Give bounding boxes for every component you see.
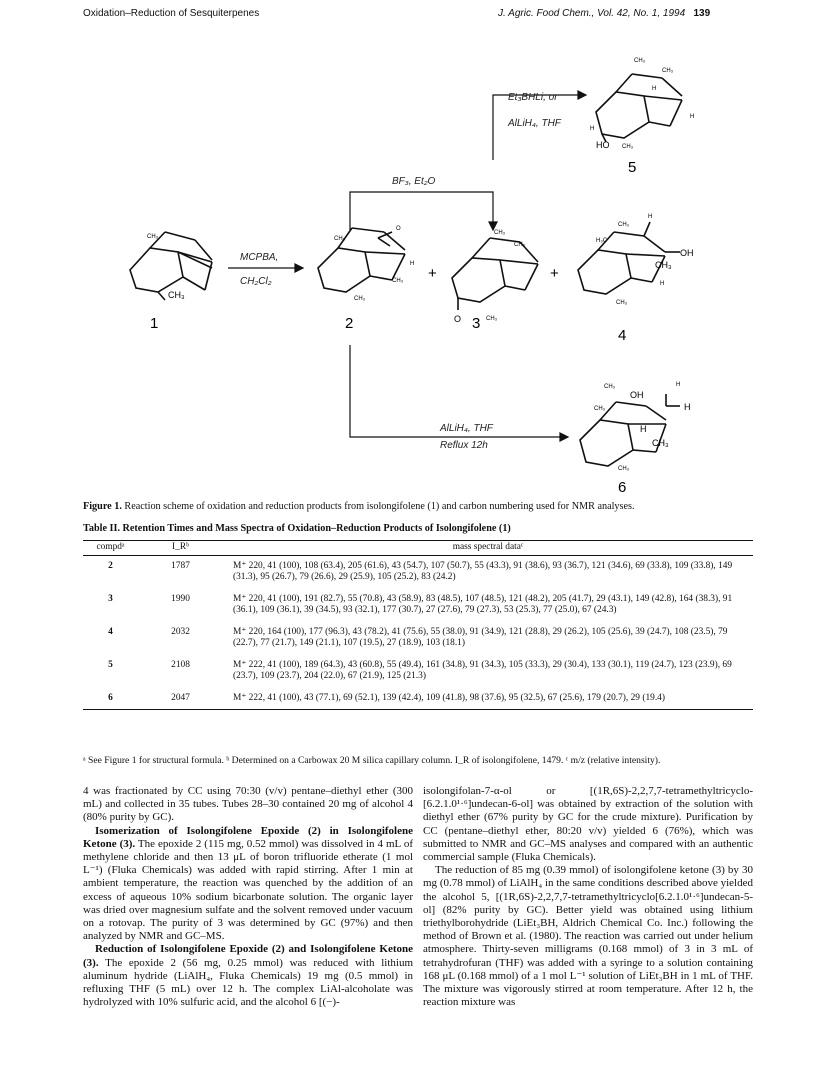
reagent-mcpba: MCPBA, xyxy=(240,252,279,263)
figure-caption xyxy=(83,500,753,513)
paragraph: The reduction of 85 mg (0.39 mmol) of isolongifolene ketone (3) by 30 mg (0.78 mmol) of LiAlH₄ in the same conditions described above yielded the alcohol 5, [(1R,6S)-2,2,7,7-tetramethyltricyclo[6.2.1.0¹·⁶]undecan-5-ol] (82% purity by GC). Better yield was obtained using lithium triethylborohydride (LiEt₃BH, Aldrich Chemical Co. Inc.) following the method of Brown et al. (1980). The reaction was carried out under helium atmosphere. Thirty-seven milligrams (0.168 mmol) of 3 in 3 mL of tetrahydrofuran (THF) was added with a syringe to a solution containing 168 μL (0.168 mmol) of a 1 mol L⁻¹ solution of LiEt₃BH in 1 mL of THF. The mixture was vigorously stirred at room temperature. After 12 h, the reaction mixture was xyxy=(423,864,753,1009)
atom-label: CH₃ xyxy=(354,296,366,302)
atom-label: H xyxy=(676,382,681,388)
atom-label: CH₃ xyxy=(604,384,616,390)
table-cell-ir: 2108 xyxy=(171,659,190,670)
paragraph: isolongifolan-7-α-ol or [(1R,6S)-2,2,7,7-tetramethyltricyclo-[6.2.1.0¹·⁶]undecan-6-ol] was obtained by extraction of the solution with diethyl ether (67% purity by GC for the crude mixture). Purification by CC (pentane–diethyl ether, 80:20 v/v) yielded 6 (76%), which was submitted to NMR and GC–MS analyses and compared with an authentic commercial sample (Fluka Chemicals). xyxy=(423,785,753,864)
body-column-right xyxy=(423,785,753,1009)
table-cell-ir: 1787 xyxy=(171,560,190,571)
atom-label: CH₃ xyxy=(634,58,646,64)
structure-6 xyxy=(580,394,680,466)
compound-label-2: 2 xyxy=(345,315,354,332)
atom-label: CH₃ xyxy=(594,406,606,412)
paragraph xyxy=(83,943,413,1009)
atom-label: H xyxy=(660,281,665,287)
atom-label: H xyxy=(648,214,653,220)
section-heading: Reduction of Isolongifolene Epoxide (2) and Isolongifolene Ketone (3). xyxy=(83,943,413,969)
journal-citation: J. Agric. Food Chem., Vol. 42, No. 1, 1994 xyxy=(498,8,686,19)
table-cell-ms: M⁺ 220, 41 (100), 108 (63.4), 205 (61.6), 43 (54.7), 107 (50.7), 55 (43.3), 91 (38.6), 93 (36.7), 121 (34.6), 69 (33.8), 109 (33.8), 149 (31.3), 95 (26.7), 79 (26.6), 29 (25.9), 105 (25.2), 83 (24.2) xyxy=(233,560,733,582)
atom-label: CH₃ xyxy=(147,234,159,240)
arrowhead xyxy=(578,91,586,99)
atom-label: OH xyxy=(630,390,644,400)
table-cell-ms: M⁺ 222, 41 (100), 189 (64.3), 43 (60.8), 55 (49.4), 161 (34.8), 91 (34.3), 105 (33.3), 29 (30.4), 133 (30.1), 119 (24.7), 123 (23.9), 69 (23.7), 109 (23.7), 204 (22.0), 67 (21.9), 125 (21.3) xyxy=(233,659,732,681)
column-header: mass spectral dataᶜ xyxy=(223,541,753,556)
atom-label: CH₃ xyxy=(486,316,498,322)
atom-label: CH₃ xyxy=(622,144,634,150)
structure-3 xyxy=(452,238,538,310)
atom-label: CH₃ xyxy=(168,290,185,300)
table-cell-ms: M⁺ 220, 164 (100), 177 (96.3), 43 (78.2), 41 (75.6), 55 (38.0), 91 (34.9), 121 (28.8), 29 (26.2), 105 (25.6), 39 (24.7), 108 (23.5), 79 (22.7), 77 (21.7), 149 (21.1), 107 (19.5), 27 (18.9), 103 (18.1) xyxy=(233,626,728,648)
figure-label: Figure 1. xyxy=(83,501,122,512)
table-cell-compd: 4 xyxy=(108,626,113,637)
structure-5 xyxy=(596,74,682,142)
table-row xyxy=(83,589,753,622)
running-header-title: Oxidation–Reduction of Sesquiterpenes xyxy=(83,8,260,19)
table-row xyxy=(83,622,753,655)
arrow-2-to-3 xyxy=(350,192,493,230)
plus-sign: + xyxy=(550,265,559,282)
atom-label: H xyxy=(652,86,657,92)
atom-label: CH₃ xyxy=(652,438,669,448)
atom-label: CH₃ xyxy=(618,466,630,472)
atom-label: CH₃ xyxy=(494,230,506,236)
page-number: 139 xyxy=(693,8,711,19)
table-cell-compd: 3 xyxy=(108,593,113,604)
atom-label: O xyxy=(396,226,401,232)
atom-label: H xyxy=(640,424,647,434)
column-header: I_Rᵇ xyxy=(138,541,223,556)
reagent-lialh4: AlLiH₄, THF xyxy=(508,118,561,129)
atom-label: CH₃ xyxy=(618,222,630,228)
atom-label: H xyxy=(410,261,415,267)
table-row xyxy=(83,555,753,589)
reagent-bf3: BF₃, Et₂O xyxy=(392,176,436,187)
column-header: compdᵃ xyxy=(83,541,138,556)
table-cell-ir: 2047 xyxy=(138,688,223,710)
atom-label: H xyxy=(684,402,691,412)
reaction-scheme xyxy=(0,0,831,500)
compound-label-3: 3 xyxy=(472,315,481,332)
figure-caption-text: Reaction scheme of oxidation and reduction products from isolongifolene (1) and carbon numbering used for NMR analyses. xyxy=(124,501,635,512)
atom-label: HO xyxy=(596,140,610,150)
paragraph-text: The epoxide 2 (56 mg, 0.25 mmol) was reduced with lithium aluminum hydride (LiAlH₄, Fluka Chemicals) 19 mg (0.5 mmol) in refluxing THF (5 mL) over 12 h. The complex LiAl-alcoholate was hydrolyzed with 10% sulfuric acid, and the alcohol 6 [(−)- xyxy=(83,956,413,1009)
paragraph xyxy=(83,825,413,944)
atom-label: H xyxy=(690,114,695,120)
compound-label-1: 1 xyxy=(150,315,159,332)
table-cell-ms: M⁺ 220, 41 (100), 191 (82.7), 55 (70.8), 43 (58.9), 83 (48.5), 107 (48.5), 121 (48.2), 205 (41.7), 29 (43.1), 149 (42.8), 164 (38.3), 91 (36.1), 109 (36.1), 39 (34.5), 93 (32.1), 177 (30.7), 27 (27.6), 79 (27.3), 53 (25.3), 77 (25.0), 67 (24.3) xyxy=(233,593,733,615)
table-cell-compd: 2 xyxy=(108,560,113,571)
table-cell-ms: M⁺ 222, 41 (100), 43 (77.1), 69 (52.1), 139 (42.4), 109 (41.8), 98 (37.6), 95 (32.5), 67 (25.6), 179 (20.7), 29 (19.4) xyxy=(223,688,753,710)
atom-label: CH₃ xyxy=(616,300,628,306)
atom-label: CH₃ xyxy=(392,278,404,284)
table-footnote: ᵃ See Figure 1 for structural formula. ᵇ Determined on a Carbowax 20 M silica capillary column. I_R of isolongifolene, 1479. ᶜ m/z (relative intensity). xyxy=(83,755,661,766)
atom-label: CH₃ xyxy=(655,260,672,270)
table-cell-ir: 1990 xyxy=(171,593,190,604)
reagent-ch2cl2: CH₂Cl₂ xyxy=(240,276,272,287)
table-cell-compd: 6 xyxy=(83,688,138,710)
atom-label: H xyxy=(590,126,595,132)
arrowhead xyxy=(489,222,497,230)
table-title: Table II. Retention Times and Mass Spectra of Oxidation–Reduction Products of Isolongifolene (1) xyxy=(83,523,511,534)
atom-label: O xyxy=(454,314,462,324)
table-cell-ir: 2032 xyxy=(171,626,190,637)
reagent-et3bhli: Et₃BHLi, or xyxy=(508,92,558,103)
table-row xyxy=(83,688,753,710)
paragraph: 4 was fractionated by CC using 70:30 (v/v) pentane–diethyl ether (300 mL) and collected in 35 tubes. Tubes 28–30 contained 20 mg of alcohol 4 (80% purity by GC). xyxy=(83,785,413,824)
table-cell-compd: 5 xyxy=(108,659,113,670)
paragraph-text: The epoxide 2 (115 mg, 0.52 mmol) was dissolved in 4 mL of methylene chloride and then 13 μL of boron trifluoride etherate (1 mol L⁻¹) (Fluka Chemicals) was added with rapid stirring. After 1 min at ambient temperature, the reaction was quenched by the addition of an excess of aqueous 10% sodium bicarbonate solution. The organic layer was dried over magnesium sulfate and the solvent removed under vacuum on a rotovap. The purity of 3 was determined by GC (97%) and then analyzed by NMR and GC–MS. xyxy=(83,837,413,943)
atom-label: CH₃ xyxy=(662,68,674,74)
arrowhead xyxy=(560,433,568,441)
reagent-lialh4-thf: AlLiH₄, THF xyxy=(440,423,493,434)
arrowhead xyxy=(295,264,303,272)
atom-label: CH₃ xyxy=(334,236,346,242)
plus-sign: + xyxy=(428,265,437,282)
structure-4 xyxy=(578,222,680,294)
mass-spectra-table xyxy=(83,540,753,710)
table-header-row xyxy=(83,541,753,556)
atom-label: CH₃ xyxy=(514,242,526,248)
atom-label: OH xyxy=(680,248,694,258)
table-row xyxy=(83,655,753,688)
section-heading: Isomerization of Isolongifolene Epoxide (2) in Isolongifolene Ketone (3). xyxy=(83,824,413,850)
reagent-reflux: Reflux 12h xyxy=(440,440,488,451)
compound-label-4: 4 xyxy=(618,327,627,344)
compound-label-6: 6 xyxy=(618,479,627,496)
atom-label: H₃C xyxy=(596,238,608,244)
body-column-left xyxy=(83,785,413,1009)
compound-label-5: 5 xyxy=(628,159,637,176)
